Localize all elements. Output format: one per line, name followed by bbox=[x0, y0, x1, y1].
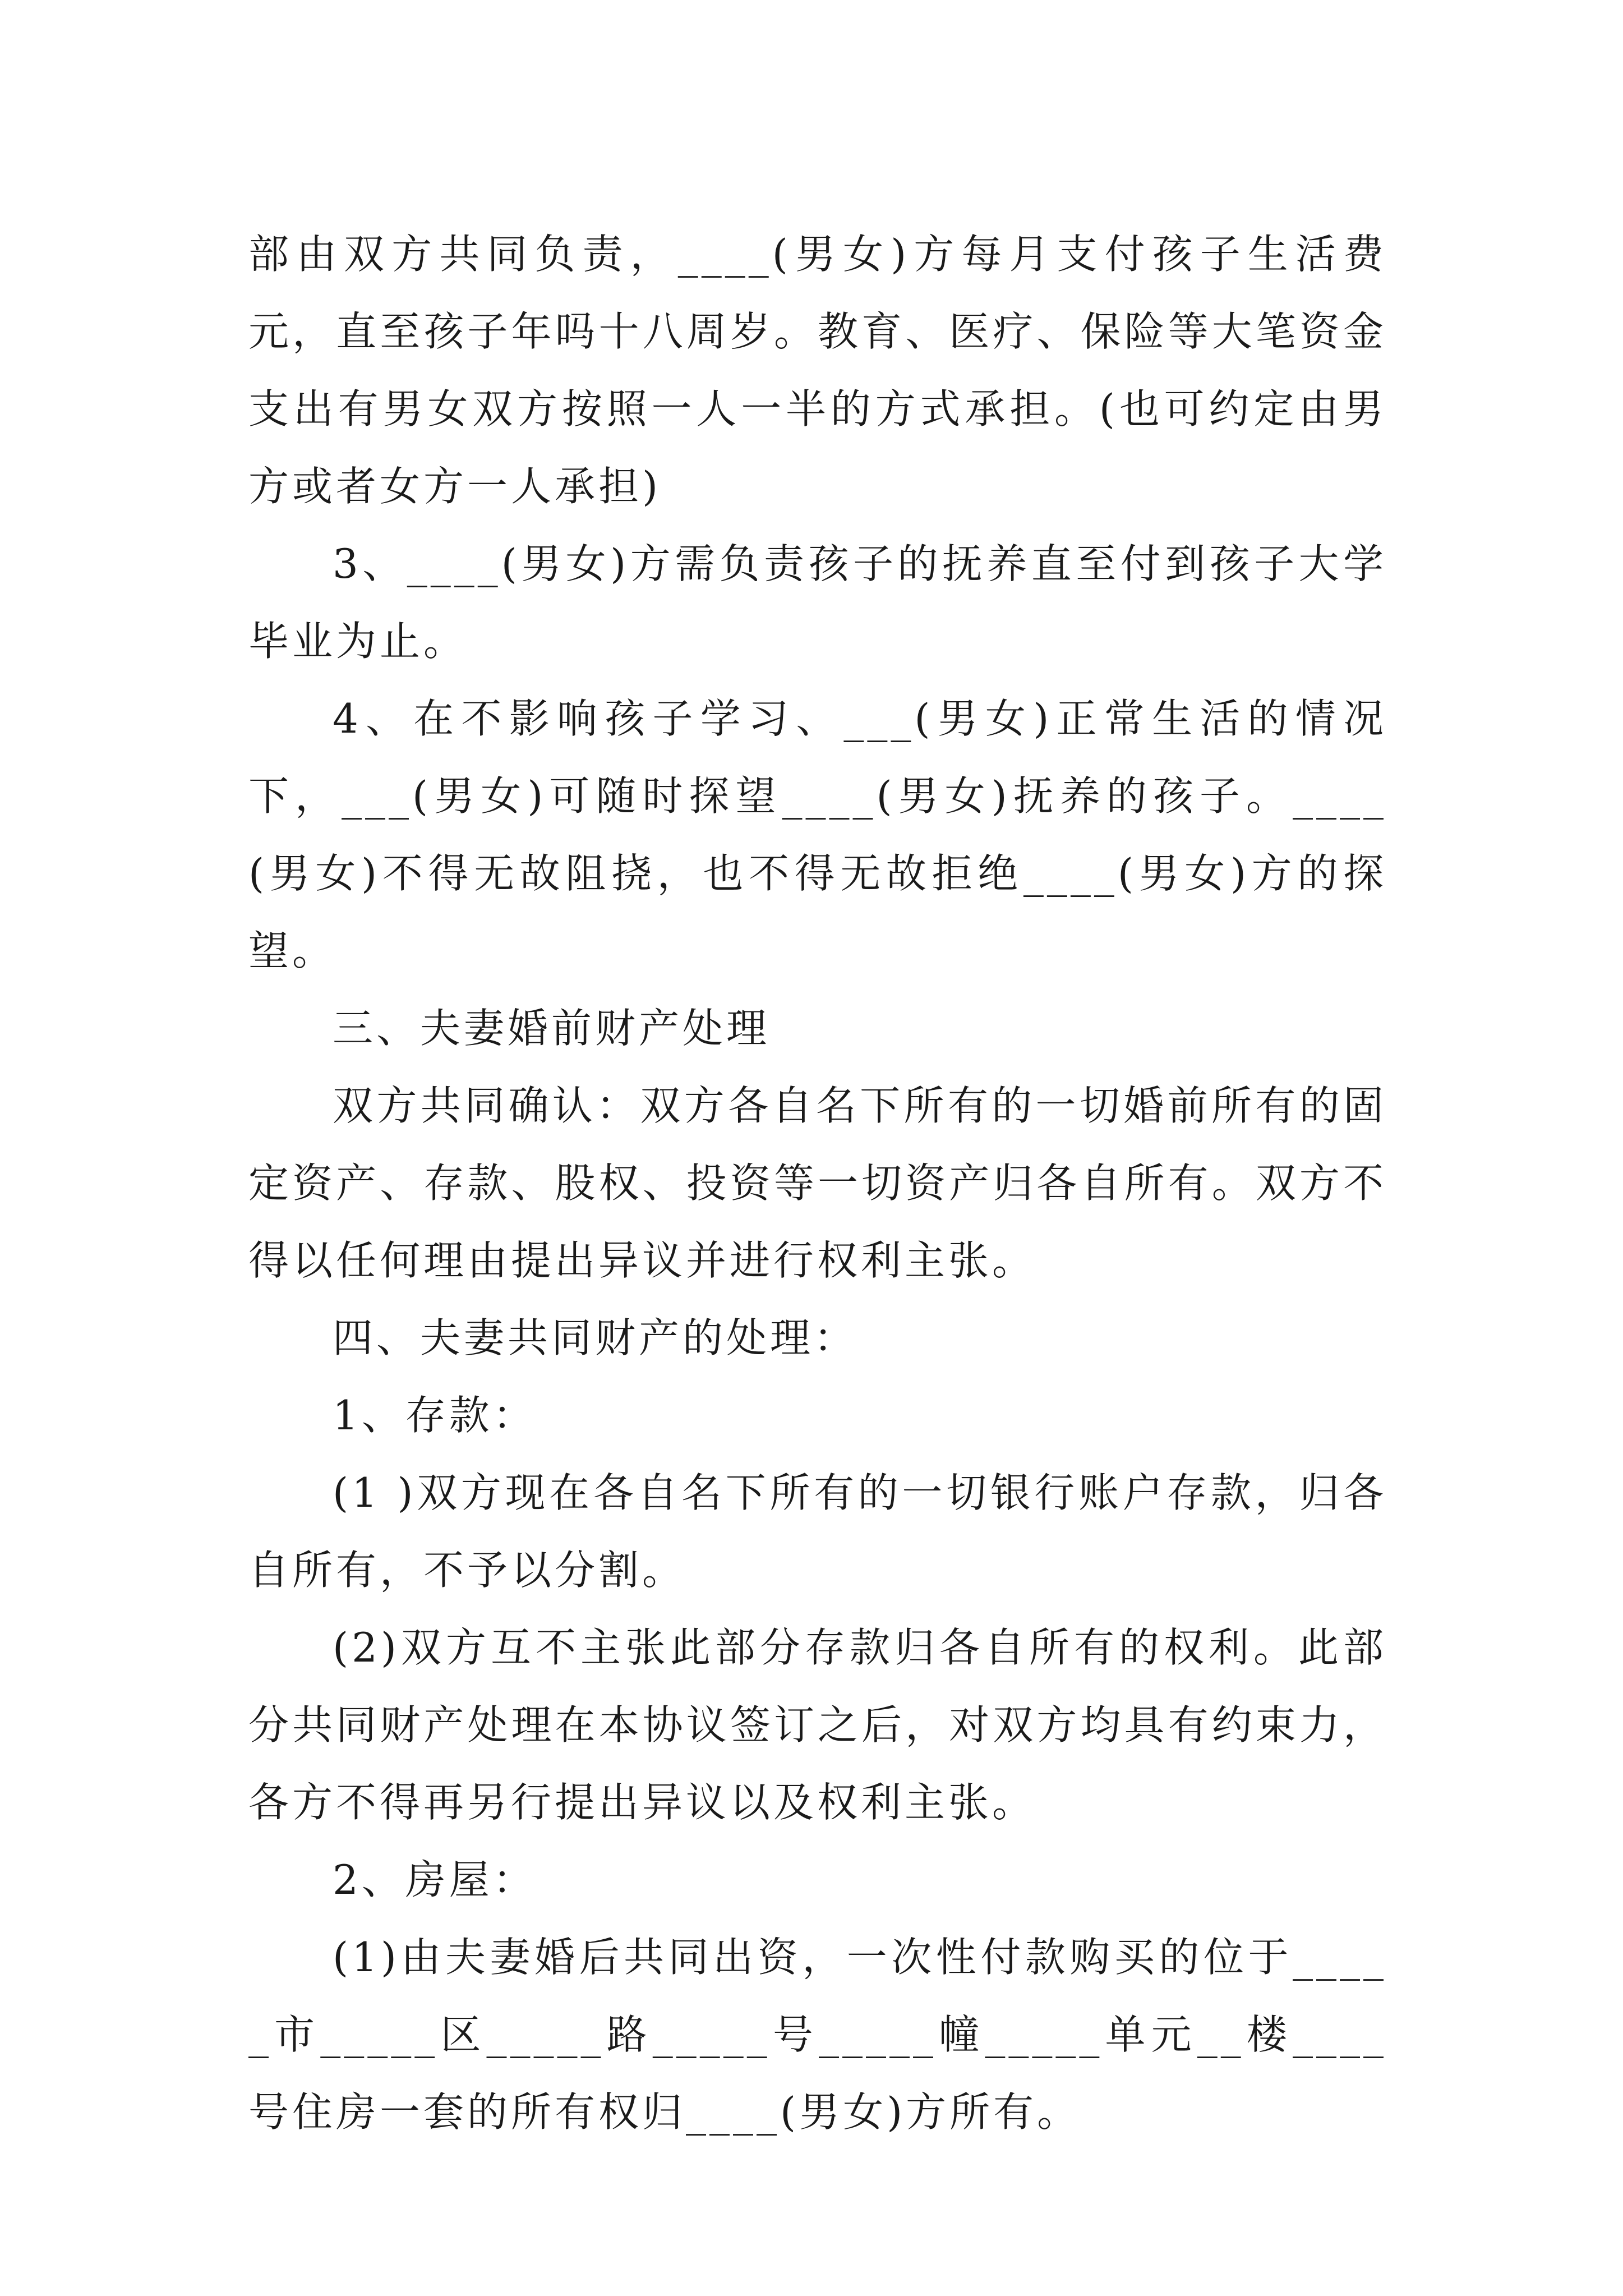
paragraph-premarital-property: 双方共同确认：双方各自名下所有的一切婚前所有的固定资产、存款、股权、投资等一切资产归各自所有。双方不得以任何理由提出异议并进行权利主张。 bbox=[248, 1082, 1387, 1284]
paragraph-item-4: 4、在不影响孩子学习、___(男女)正常生活的情况下，___(男女)可随时探望____(男女)抚养的孩子。____(男女)不得无故阻挠，也不得无故拒绝____(男女)方的探望。 bbox=[248, 695, 1387, 974]
paragraph-deposits-2: (2)双方互不主张此部分存款归各自所有的权利。此部分共同财产处理在本协议签订之后，对双方均具有约束力，各方不得再另行提出异议以及权利主张。 bbox=[248, 1624, 1387, 1826]
section-heading-3: 三、夫妻婚前财产处理 bbox=[333, 1005, 771, 1052]
section-heading-4: 四、夫妻共同财产的处理： bbox=[333, 1314, 858, 1361]
paragraph-housing-1: (1)由夫妻婚后共同出资，一次性付款购买的位于_____市_____区_____路_____号_____幢_____单元__楼____号住房一套的所有权归____(男女)方所有。 bbox=[248, 1934, 1387, 2136]
subheading-housing: 2、房屋： bbox=[333, 1856, 537, 1903]
paragraph-deposits-1: (1 )双方现在各自名下所有的一切银行账户存款，归各自所有，不予以分割。 bbox=[248, 1469, 1387, 1594]
paragraph-item-3: 3、____(男女)方需负责孩子的抚养直至付到孩子大学毕业为止。 bbox=[248, 540, 1387, 665]
subheading-deposits: 1、存款： bbox=[333, 1392, 537, 1439]
document-body bbox=[248, 215, 1387, 2151]
paragraph-child-support: 部由双方共同负责，____(男女)方每月支付孩子生活费 元，直至孩子年吗十八周岁。教育、医疗、保险等大笔资金支出有男女双方按照一人一半的方式承担。(也可约定由男方或者女方一人承担) bbox=[248, 231, 1387, 510]
